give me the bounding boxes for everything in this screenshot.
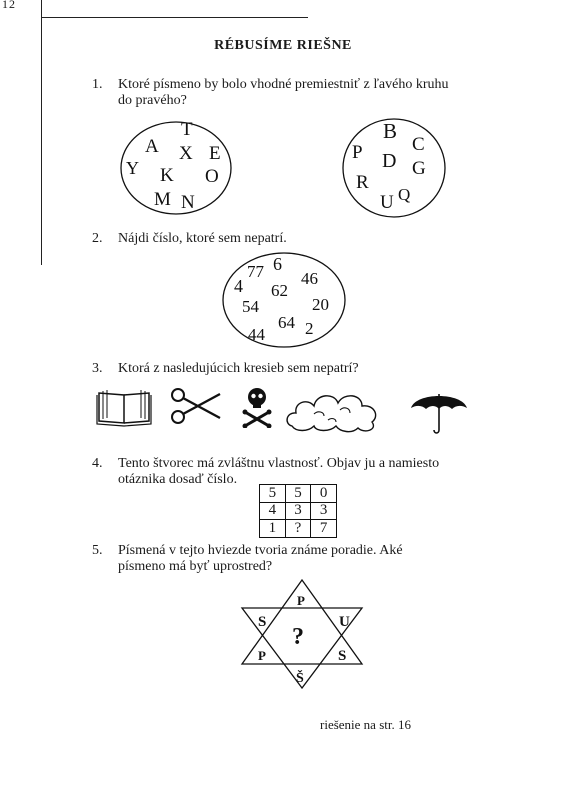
q2-number-item: 46 [301, 269, 318, 288]
q1-left-letter: X [179, 143, 193, 164]
scissors-icon [168, 386, 224, 426]
grid-cell: 1 [260, 520, 286, 538]
page-number: 12 [2, 0, 16, 11]
q1-right-letter: R [356, 172, 369, 193]
q4-number-square [259, 484, 337, 538]
q1-left-letter: E [209, 143, 221, 164]
q2-number-item: 2 [305, 319, 314, 338]
q2-number-item: 77 [247, 262, 264, 281]
grid-cell: 5 [260, 485, 286, 503]
q5-text-line1: Písmená v tejto hviezde tvoria známe poradie. Aké [118, 543, 403, 558]
grid-cell: 5 [285, 485, 311, 503]
q1-left-letter: A [145, 136, 159, 157]
grid-cell: 7 [311, 520, 337, 538]
q1-left-letter: M [154, 189, 171, 210]
q1-number: 1. [92, 77, 103, 92]
skull-crossbones-icon [240, 384, 274, 428]
q1-text-line2: do pravého? [118, 93, 187, 108]
header-rule [42, 17, 308, 18]
grid-cell: ? [285, 520, 311, 538]
grid-cell: 3 [311, 502, 337, 520]
star-letter-top: P [297, 593, 305, 608]
q1-text-line1: Ktoré písmeno by bolo vhodné premiestniť z ľavého kruhu [118, 77, 449, 92]
star-letter-bottom: Š [296, 671, 304, 686]
grid-row [260, 502, 337, 520]
q2-number-item: 4 [234, 276, 243, 296]
grid-row [260, 520, 337, 538]
q2-text: Nájdi číslo, ktoré sem nepatrí. [118, 231, 287, 246]
q5-text-line2: písmeno má byť uprostred? [118, 559, 273, 574]
q2-number-item: 20 [312, 295, 329, 314]
q1-left-letter: O [205, 166, 219, 187]
q1-left-letter: K [160, 165, 174, 186]
q4-number: 4. [92, 456, 103, 471]
q2-number: 2. [92, 231, 103, 246]
q5-number: 5. [92, 543, 103, 558]
q1-right-circle [340, 116, 450, 220]
q1-right-letter: C [412, 134, 425, 155]
cloud-icon [284, 386, 384, 434]
q4-text-line1: Tento štvorec má zvláštnu vlastnosť. Objav ju a namiesto [118, 456, 440, 471]
star-letter-lower-left: P [258, 648, 266, 663]
q4-text-line2: otáznika dosaď číslo. [118, 472, 238, 487]
q2-number-circle [220, 250, 350, 350]
q1-left-letter: Y [126, 158, 139, 178]
q2-number-item: 44 [248, 325, 265, 344]
q5-star-diagram [238, 578, 366, 690]
q1-right-letter: G [412, 158, 426, 179]
q1-right-letter: D [382, 150, 397, 172]
page-title: RÉBUSÍME RIEŠNE [214, 38, 352, 53]
book-icon [95, 385, 155, 427]
grid-cell: 0 [311, 485, 337, 503]
solution-reference: riešenie na str. 16 [320, 717, 411, 732]
q1-left-letter: N [181, 192, 195, 213]
q1-right-letter: P [352, 142, 363, 163]
grid-cell: 3 [285, 502, 311, 520]
q2-number-item: 6 [273, 254, 282, 274]
q2-number-item: 54 [242, 297, 259, 316]
star-center-question: ? [292, 624, 304, 650]
grid-cell: 4 [260, 502, 286, 520]
q2-number-item: 62 [271, 281, 288, 300]
q2-number-item: 64 [278, 313, 295, 332]
q3-text: Ktorá z nasledujúcich kresieb sem nepatrí? [118, 361, 359, 376]
umbrella-icon [408, 386, 470, 436]
q1-left-circle [115, 118, 245, 218]
star-letter-upper-right: U [339, 614, 350, 630]
q3-number: 3. [92, 361, 103, 376]
star-letter-lower-right: S [338, 648, 347, 664]
q1-right-letter: U [380, 192, 394, 213]
q1-right-letter: Q [398, 185, 411, 204]
grid-row [260, 485, 337, 503]
q1-right-letter: B [383, 119, 398, 143]
star-letter-upper-left: S [258, 614, 267, 630]
q1-left-letter: T [181, 119, 193, 140]
